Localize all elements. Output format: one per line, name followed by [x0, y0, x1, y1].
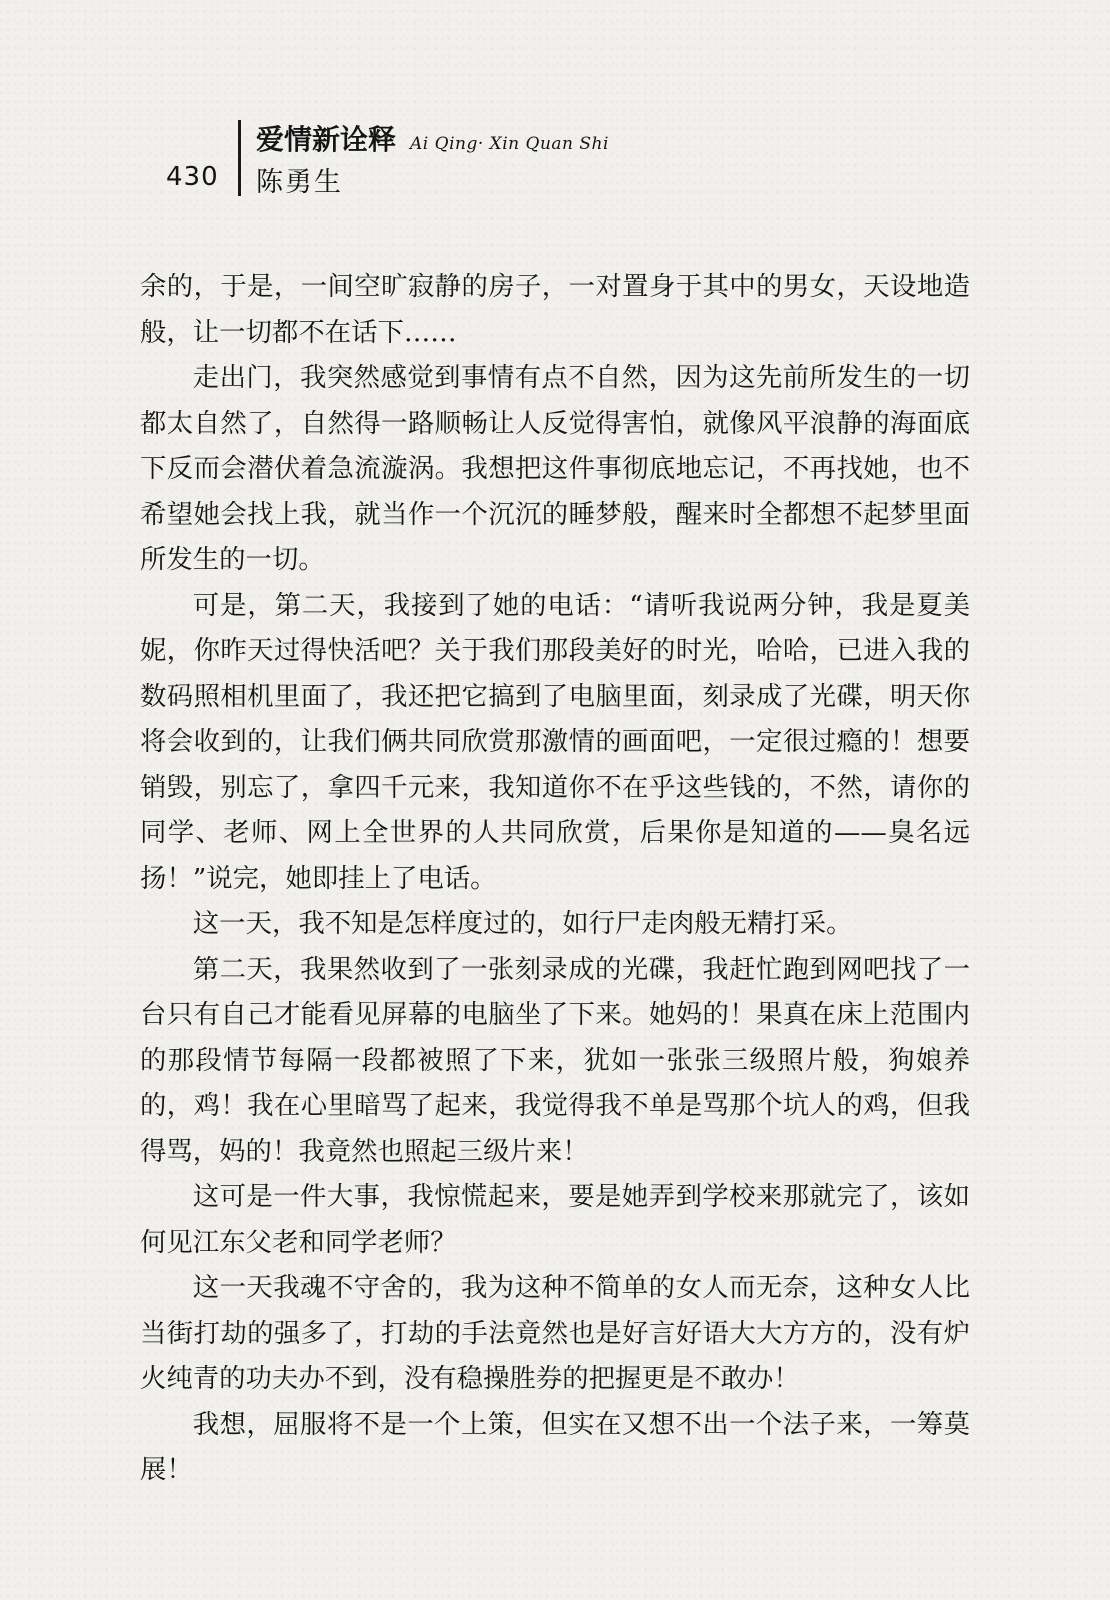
body-text — [140, 264, 970, 1493]
book-title — [256, 118, 609, 158]
paragraph: 我想，屈服将不是一个上策，但实在又想不出一个法子来，一筹莫展！ — [140, 1408, 970, 1485]
page-number: 430 — [166, 162, 219, 192]
paragraph: 可是，第二天，我接到了她的电话：“请听我说两分钟，我是夏美妮，你昨天过得快活吧？关于我们那段美好的时光，哈哈，已进入我的数码照相机里面了，我还把它搞到了电脑里面，刻录成了光碟，明天你将会收到的，让我们俩共同欣赏那激情的画面吧，一定很过瘾的！想要销毁，别忘了，拿四千元来，我知道你不在乎这些钱的，不然，请你的同学、老师、网上全世界的人共同欣赏，后果你是知道的——臭名远扬！”说完，她即挂上了电话。 — [140, 589, 970, 894]
book-title-chinese: 爱情新诠释 — [256, 123, 397, 156]
paragraph: 这一天，我不知是怎样度过的，如行尸走肉般无精打采。 — [192, 908, 853, 939]
paragraph: 余的，于是，一间空旷寂静的房子，一对置身于其中的男女，天设地造般，让一切都不在话下…… — [140, 271, 970, 348]
paragraph: 这可是一件大事，我惊慌起来，要是她弄到学校来那就完了，该如何见江东父老和同学老师？ — [140, 1181, 970, 1258]
book-title-pinyin: Ai Qing· Xin Quan Shi — [410, 134, 609, 154]
header-divider — [238, 120, 241, 196]
paragraph: 这一天我魂不守舍的，我为这种不简单的女人而无奈，这种女人比当街打劫的强多了，打劫的手法竟然也是好言好语大大方方的，没有炉火纯青的功夫办不到，没有稳操胜券的把握更是不敢办！ — [140, 1272, 970, 1394]
author-name: 陈勇生 — [256, 167, 343, 198]
paragraph: 第二天，我果然收到了一张刻录成的光碟，我赶忙跑到网吧找了一台只有自己才能看见屏幕的电脑坐了下来。她妈的！果真在床上范围内的那段情节每隔一段都被照了下来，犹如一张张三级照片般，狗娘养的，鸡！我在心里暗骂了起来，我觉得我不单是骂那个坑人的鸡，但我得骂，妈的！我竟然也照起三级片来！ — [140, 953, 970, 1167]
paragraph: 走出门，我突然感觉到事情有点不自然，因为这先前所发生的一切都太自然了，自然得一路顺畅让人反觉得害怕，就像风平浪静的海面底下反而会潜伏着急流漩涡。我想把这件事彻底地忘记，不再找她，也不希望她会找上我，就当作一个沉沉的睡梦般，醒来时全都想不起梦里面所发生的一切。 — [140, 362, 970, 575]
running-header — [160, 118, 760, 204]
